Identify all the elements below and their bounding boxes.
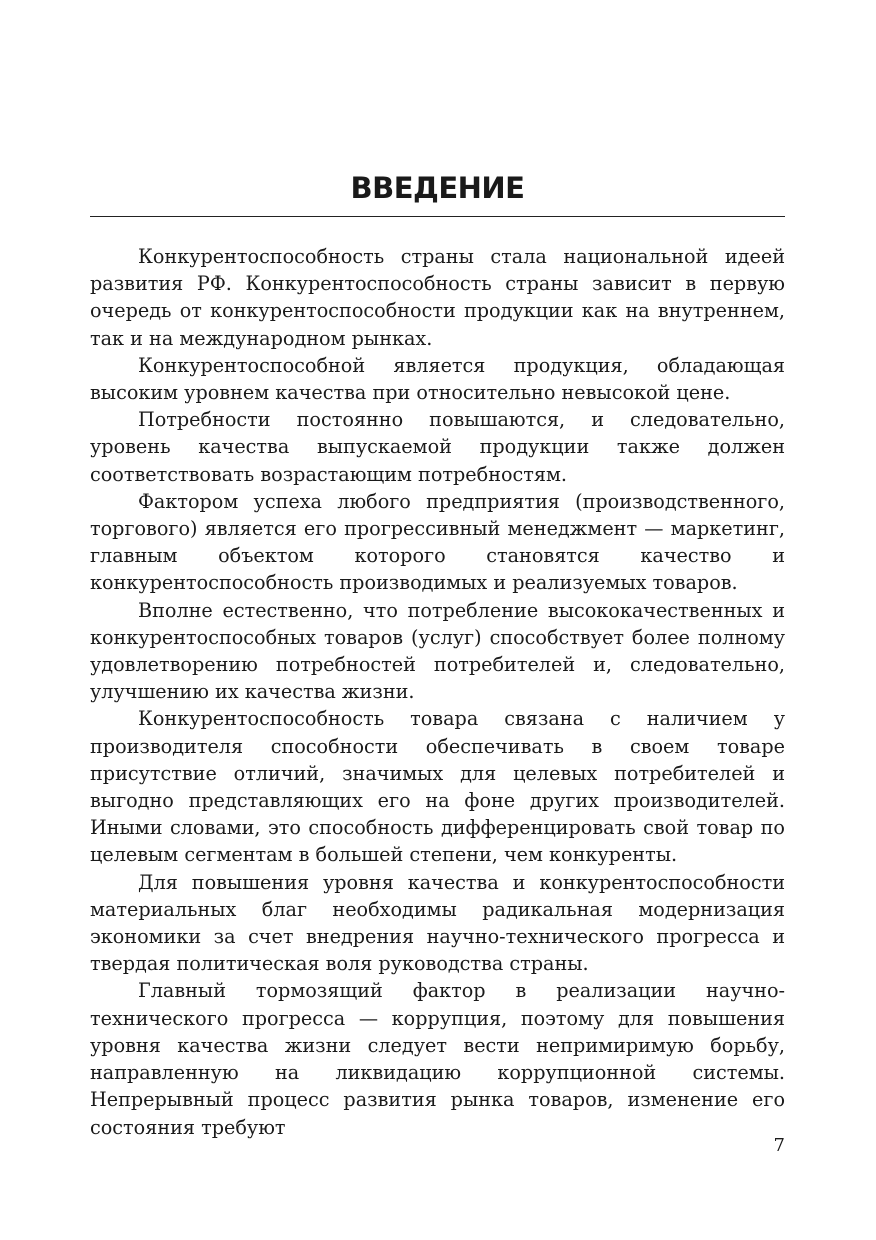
page-number: 7 (773, 1135, 785, 1156)
heading-underline (90, 216, 785, 217)
paragraph: Потребности постоянно повышаются, и следовательно, уровень качества выпускаемой продукции также должен соответствовать возрастающим потребностям. (90, 408, 785, 486)
paragraph: Фактором успеха любого предприятия (производственного, торгового) является его прогрессивный менеджмент — маркетинг, главным объектом которого становятся качество и конкурентоспособность производимых и реализуемых товаров. (90, 489, 785, 595)
paragraph: Вполне естественно, что потребление высококачественных и конкурентоспособных товаров (услуг) способствует более полному удовлетворению потребностей потребителей и, следовательно, улучшению их качества жизни. (90, 598, 785, 704)
paragraph: Конкурентоспособность товара связана с наличием у производителя способности обеспечивать в своем товаре присутствие отличий, значимых для целевых потребителей и выгодно представляющих его на фоне других производителей. Иными словами, это способность дифференцировать свой товар по целевым сегментам в большей степени, чем конкуренты. (90, 707, 785, 867)
body-text (90, 243, 785, 1141)
paragraph: Конкурентоспособность страны стала национальной идеей развития РФ. Конкурентоспособность страны зависит в первую очередь от конкурентоспособности продукции как на внутреннем, так и на международном рынках. (90, 245, 785, 350)
paragraph: Конкурентоспособной является продукция, обладающая высоким уровнем качества при относительно невысокой цене. (90, 353, 785, 405)
chapter-heading: ВВЕДЕНИЕ (350, 171, 525, 205)
paragraph: Для повышения уровня качества и конкурентоспособности материальных благ необходимы радикальная модернизация экономики за счет внедрения научно-технического прогресса и твердая политическая воля руководства страны. (90, 870, 785, 976)
paragraph: Главный тормозящий фактор в реализации научно-технического прогресса — коррупция, поэтому для повышения уровня качества жизни следует вести непримиримую борьбу, направленную на ликвидацию коррупционной системы. Непрерывный процесс развития рынка товаров, изменение его состояния требуют (90, 979, 785, 1139)
